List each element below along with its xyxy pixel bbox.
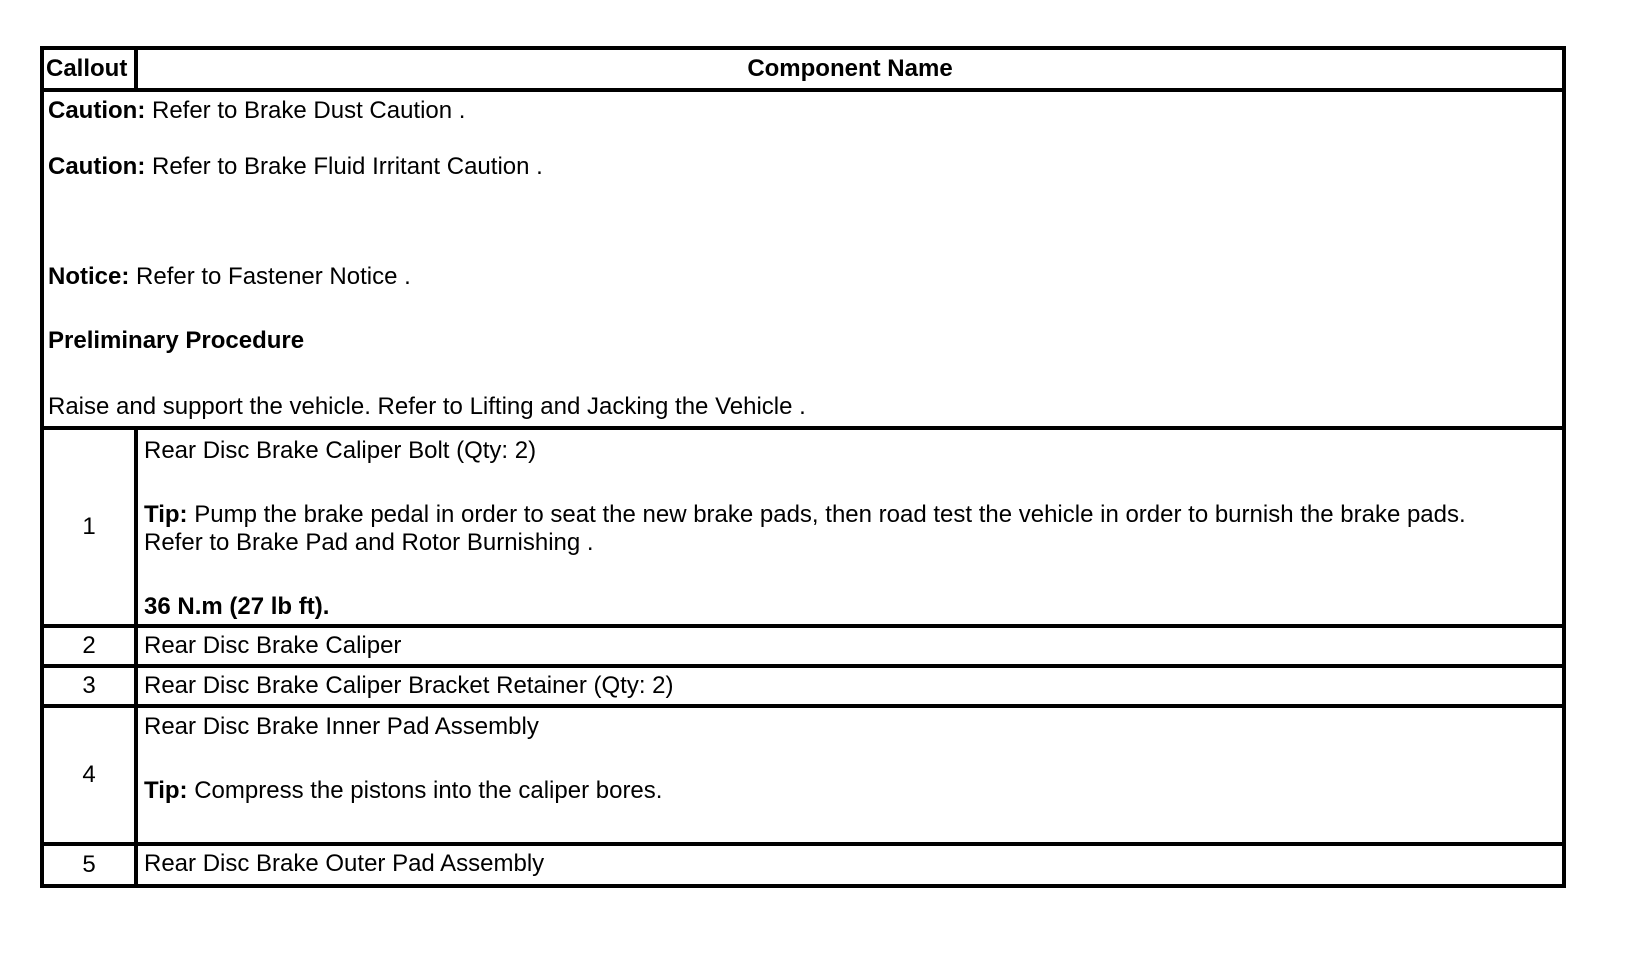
tip [144,776,662,806]
component-name: Rear Disc Brake Caliper Bolt (Qty: 2) [144,437,537,464]
tip-text: Pump the brake pedal in order to seat the new brake pads, then road test the vehicle in order to burnish the brake pads. [187,501,1466,528]
header-callout: Callout [44,50,138,88]
callout-number: 3 [44,668,138,704]
caution-label: Caution: [48,153,146,180]
component-name: Rear Disc Brake Caliper Bracket Retainer (Qty: 2) [144,672,674,699]
caution-text: Refer to Brake Dust Caution . [145,97,466,124]
tip-label: Tip: [144,777,188,804]
header-component-name: Component Name [747,55,953,82]
component-name: Rear Disc Brake Outer Pad Assembly [144,850,545,877]
tip-text: Compress the pistons into the caliper bores. [187,777,663,804]
torque-spec: 36 N.m (27 lb ft). [144,593,330,620]
callout-number: 5 [44,846,138,884]
caution-brake-dust [48,96,465,126]
component-name: Rear Disc Brake Inner Pad Assembly [144,713,539,740]
table-row [44,846,1562,884]
component-cell [138,708,1562,842]
notice-label: Notice: [48,263,130,290]
preliminary-procedure-heading: Preliminary Procedure [48,327,305,354]
component-table [40,46,1566,888]
tip [144,500,1466,530]
component-name: Rear Disc Brake Caliper [144,632,402,659]
callout-number: 2 [44,628,138,664]
table-row [44,628,1562,668]
table-row [44,430,1562,628]
tip-label: Tip: [144,501,188,528]
table-header-row [44,50,1562,92]
tip-text-continued: Refer to Brake Pad and Rotor Burnishing . [144,529,594,556]
caution-text: Refer to Brake Fluid Irritant Caution . [145,153,543,180]
preliminary-procedure-text: Raise and support the vehicle. Refer to Lifting and Jacking the Vehicle . [48,393,806,420]
caution-brake-fluid [48,152,543,182]
table-row [44,708,1562,846]
caution-label: Caution: [48,97,146,124]
component-cell [138,430,1562,624]
intro-row [44,92,1562,430]
notice-text: Refer to Fastener Notice . [129,263,411,290]
notice-fastener [48,262,411,292]
intro-cell [44,92,1562,426]
callout-number: 1 [44,430,138,624]
callout-number: 4 [44,708,138,842]
table-row [44,668,1562,708]
